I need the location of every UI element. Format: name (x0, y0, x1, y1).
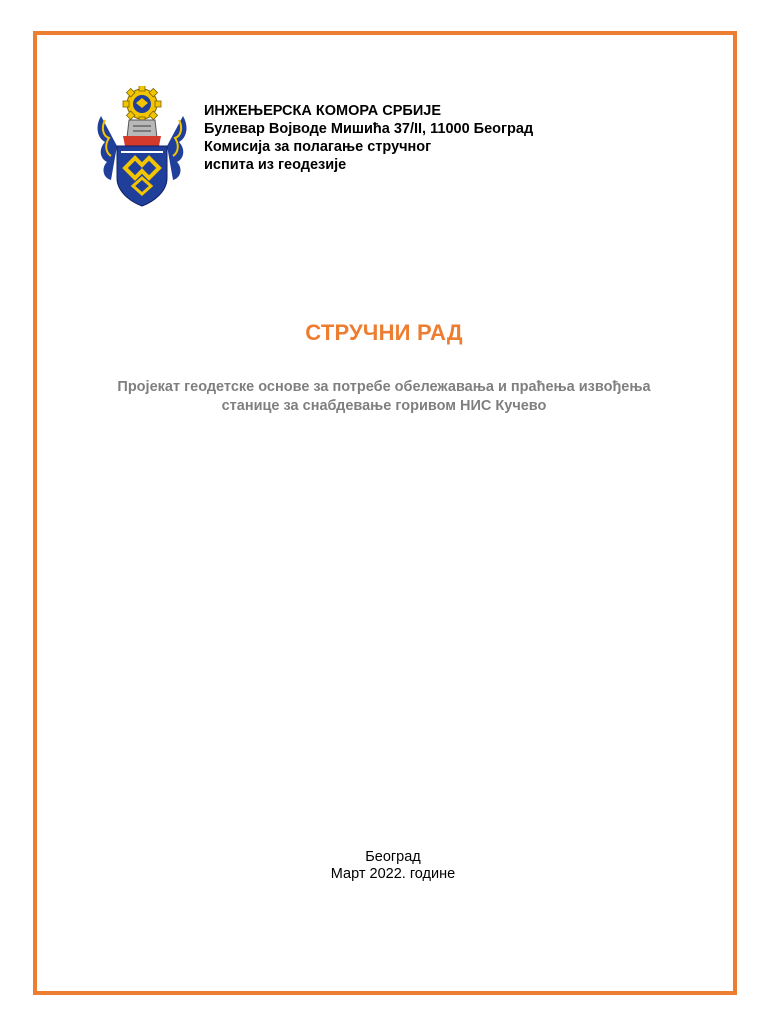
subtitle-line-2: станице за снабдевање горивом НИС Кучево (221, 398, 547, 414)
organization-name: ИНЖЕЊЕРСКА КОМОРА СРБИЈЕ (204, 103, 441, 119)
document-subtitle (80, 378, 688, 416)
organization-address: Булевар Војводе Мишића 37/II, 11000 Београд (204, 121, 534, 137)
coat-of-arms-icon (93, 86, 191, 208)
document-title: СТРУЧНИ РАД (305, 320, 463, 345)
footer-date: Март 2022. године (330, 866, 456, 882)
footer-city: Београд (365, 849, 421, 865)
document-footer (0, 849, 768, 883)
subtitle-line-1: Пројекат геодетске основе за потребе обележавања и праћења извођења (117, 379, 651, 395)
commission-line-2: испита из геодезије (204, 157, 347, 173)
organization-header (204, 102, 533, 174)
commission-line-1: Комисија за полагање стручног (204, 139, 432, 155)
